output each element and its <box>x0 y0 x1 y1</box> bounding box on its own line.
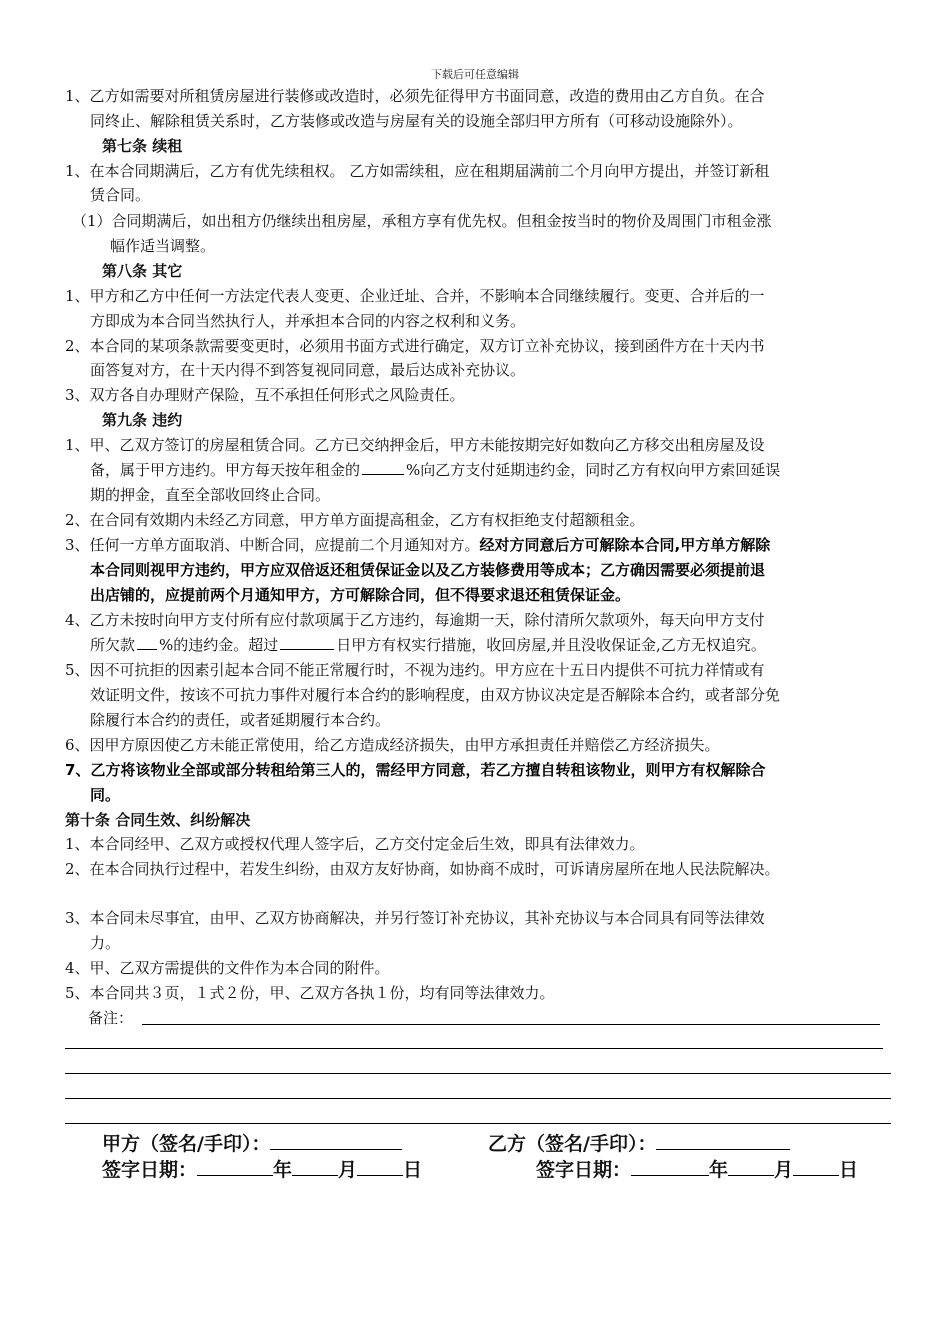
blank-field <box>137 634 157 650</box>
remark-line <box>65 1123 891 1124</box>
clause-text: 幅作适当调整。 <box>110 237 216 255</box>
party-a-signature-field[interactable] <box>270 1129 402 1150</box>
year-label: 年 <box>273 1159 293 1181</box>
clause-text: 4、乙方未按时向甲方支付所有应付款项属于乙方违约，每逾期一天，除付清所欠款项外，每天向甲方支付 <box>65 611 765 629</box>
day-field[interactable] <box>793 1155 839 1176</box>
party-b-signature-field[interactable] <box>656 1129 790 1150</box>
party-b-date <box>536 1155 858 1183</box>
day-label: 日 <box>839 1159 859 1181</box>
clause-text: 力。 <box>90 934 121 952</box>
year-field[interactable] <box>631 1155 709 1176</box>
clause-text: 3、本合同未尽事宜，由甲、乙双方协商解决，并另行签订补充协议，其补充协议与本合同具有同等法律效 <box>65 909 765 927</box>
clause-text-bold: 出店铺的，应提前两个月通知甲方，方可解除合同，但不得要求退还租赁保证金。 <box>90 586 631 604</box>
article-10-heading: 第十条 合同生效、纠纷解决 <box>65 811 251 829</box>
clause-text: 1、本合同经甲、乙双方或授权代理人签字后，乙方交付定金后生效，即具有法律效力。 <box>65 835 645 853</box>
clause-text-part: %向乙方支付延期违约金，同时乙方有权向甲方索回延误 <box>406 461 781 479</box>
clause-text-bold: 本合同则视甲方违约，甲方应双倍返还租赁保证金以及乙方装修费用等成本；乙方确因需要必须提前退 <box>90 561 766 579</box>
clause-text-part: %的违约金。超过 <box>159 636 279 654</box>
clause-text-bold: 同。 <box>90 786 121 804</box>
day-field[interactable] <box>357 1155 403 1176</box>
clause-text: （1）合同期满后，如出租方仍继续出租房屋，承租方享有优先权。但租金按当时的物价及周围门市租金涨 <box>72 212 772 230</box>
clause-text: 效证明文件，按该不可抗力事件对履行本合约的影响程度，由双方协议决定是否解除本合约，或者部分免 <box>90 686 781 704</box>
clause-text-bold: 经对方同意后方可解除本合同,甲方单方解除 <box>479 536 771 554</box>
party-a-date <box>102 1155 422 1183</box>
article-8-heading: 第八条 其它 <box>102 262 183 280</box>
clause-text: 1、甲方和乙方中任何一方法定代表人变更、企业迁址、合并，不影响本合同继续履行。变更、合并后的一 <box>65 287 765 305</box>
clause-text: 面答复对方，在十天内得不到答复视同同意，最后达成补充协议。 <box>90 361 526 379</box>
clause-text: 1、在本合同期满后，乙方有优先续租权。 乙方如需续租，应在租期届满前二个月向甲方提出，并签订新租 <box>65 162 770 180</box>
year-label: 年 <box>709 1159 729 1181</box>
party-b-label: 乙方（签名/手印）： <box>488 1133 657 1155</box>
clause-text: 期的押金，直至全部收回终止合同。 <box>90 486 331 504</box>
clause-text <box>90 634 766 656</box>
clause-text: 5、因不可抗拒的因素引起本合同不能正常履行时，不视为违约。甲方应在十五日内提供不可抗力祥情或有 <box>65 661 765 679</box>
year-field[interactable] <box>197 1155 273 1176</box>
clause-text: 2、在本合同执行过程中，若发生纠纷，由双方友好协商，如协商不成时，可诉请房屋所在地人民法院解决。 <box>65 860 780 878</box>
month-field[interactable] <box>728 1155 774 1176</box>
party-b-signature <box>488 1129 790 1157</box>
clause-text-part: 备，属于甲方违约。甲方每天按年租金的 <box>90 461 361 479</box>
clause-text: 1、乙方如需要对所租赁房屋进行装修或改造时，必须先征得甲方书面同意，改造的费用由乙方自负。在合 <box>65 87 765 105</box>
month-field[interactable] <box>292 1155 338 1176</box>
month-label: 月 <box>774 1159 794 1181</box>
date-label: 签字日期： <box>102 1159 198 1181</box>
clause-text: 6、因甲方原因使乙方未能正常使用，给乙方造成经济损失，由甲方承担责任并赔偿乙方经济损失。 <box>65 736 720 754</box>
clause-text-part: 3、任何一方单方面取消、中断合同，应提前二个月通知对方。 <box>65 536 480 554</box>
clause-text: 同终止、解除租赁关系时，乙方装修或改造与房屋有关的设施全部归甲方所有（可移动设施除外）。 <box>90 112 743 130</box>
clause-text: 5、本合同共３页，１式２份，甲、乙双方各执１份，均有同等法律效力。 <box>65 984 555 1002</box>
clause-text: 1、甲、乙双方签订的房屋租赁合同。乙方已交纳押金后，甲方未能按期完好如数向乙方移交出租房屋及设 <box>65 436 765 454</box>
blank-field <box>280 634 334 650</box>
clause-text-bold: 7、乙方将该物业全部或部分转租给第三人的，需经甲方同意，若乙方擅自转租该物业，则甲方有权解除合 <box>65 761 766 779</box>
day-label: 日 <box>403 1159 423 1181</box>
article-7-heading: 第七条 续租 <box>102 137 183 155</box>
remark-line <box>65 1048 883 1049</box>
blank-field <box>362 459 404 475</box>
article-9-heading: 第九条 违约 <box>102 411 183 429</box>
clause-text: 除履行本合约的责任，或者延期履行本合约。 <box>90 711 391 729</box>
clause-text-part: 日甲方有权实行措施，收回房屋,并且没收保证金,乙方无权追究。 <box>336 636 766 654</box>
clause-text-part: 所欠款 <box>90 636 136 654</box>
clause-text <box>90 459 780 481</box>
clause-text: 方即成为本合同当然执行人，并承担本合同的内容之权利和义务。 <box>90 312 526 330</box>
clause-text: 3、双方各自办理财产保险，互不承担任何形式之风险责任。 <box>65 386 465 404</box>
remark-line <box>142 1024 880 1025</box>
clause-text: 2、本合同的某项条款需要变更时，必须用书面方式进行确定，双方订立补充协议，接到函件方在十天内书 <box>65 337 765 355</box>
clause-text: 2、在合同有效期内未经乙方同意，甲方单方面提高租金，乙方有权拒绝支付超额租金。 <box>65 511 645 529</box>
remark-line <box>65 1073 891 1074</box>
clause-text <box>65 534 770 556</box>
month-label: 月 <box>338 1159 358 1181</box>
clause-text: 4、甲、乙双方需提供的文件作为本合同的附件。 <box>65 959 390 977</box>
page-header: 下载后可任意编辑 <box>431 68 519 81</box>
party-a-label: 甲方（签名/手印）： <box>102 1133 271 1155</box>
date-label: 签字日期： <box>536 1159 632 1181</box>
remark-label: 备注： <box>88 1009 134 1027</box>
clause-text: 赁合同。 <box>90 186 151 204</box>
remark-line <box>65 1098 891 1099</box>
party-a-signature <box>102 1129 402 1157</box>
